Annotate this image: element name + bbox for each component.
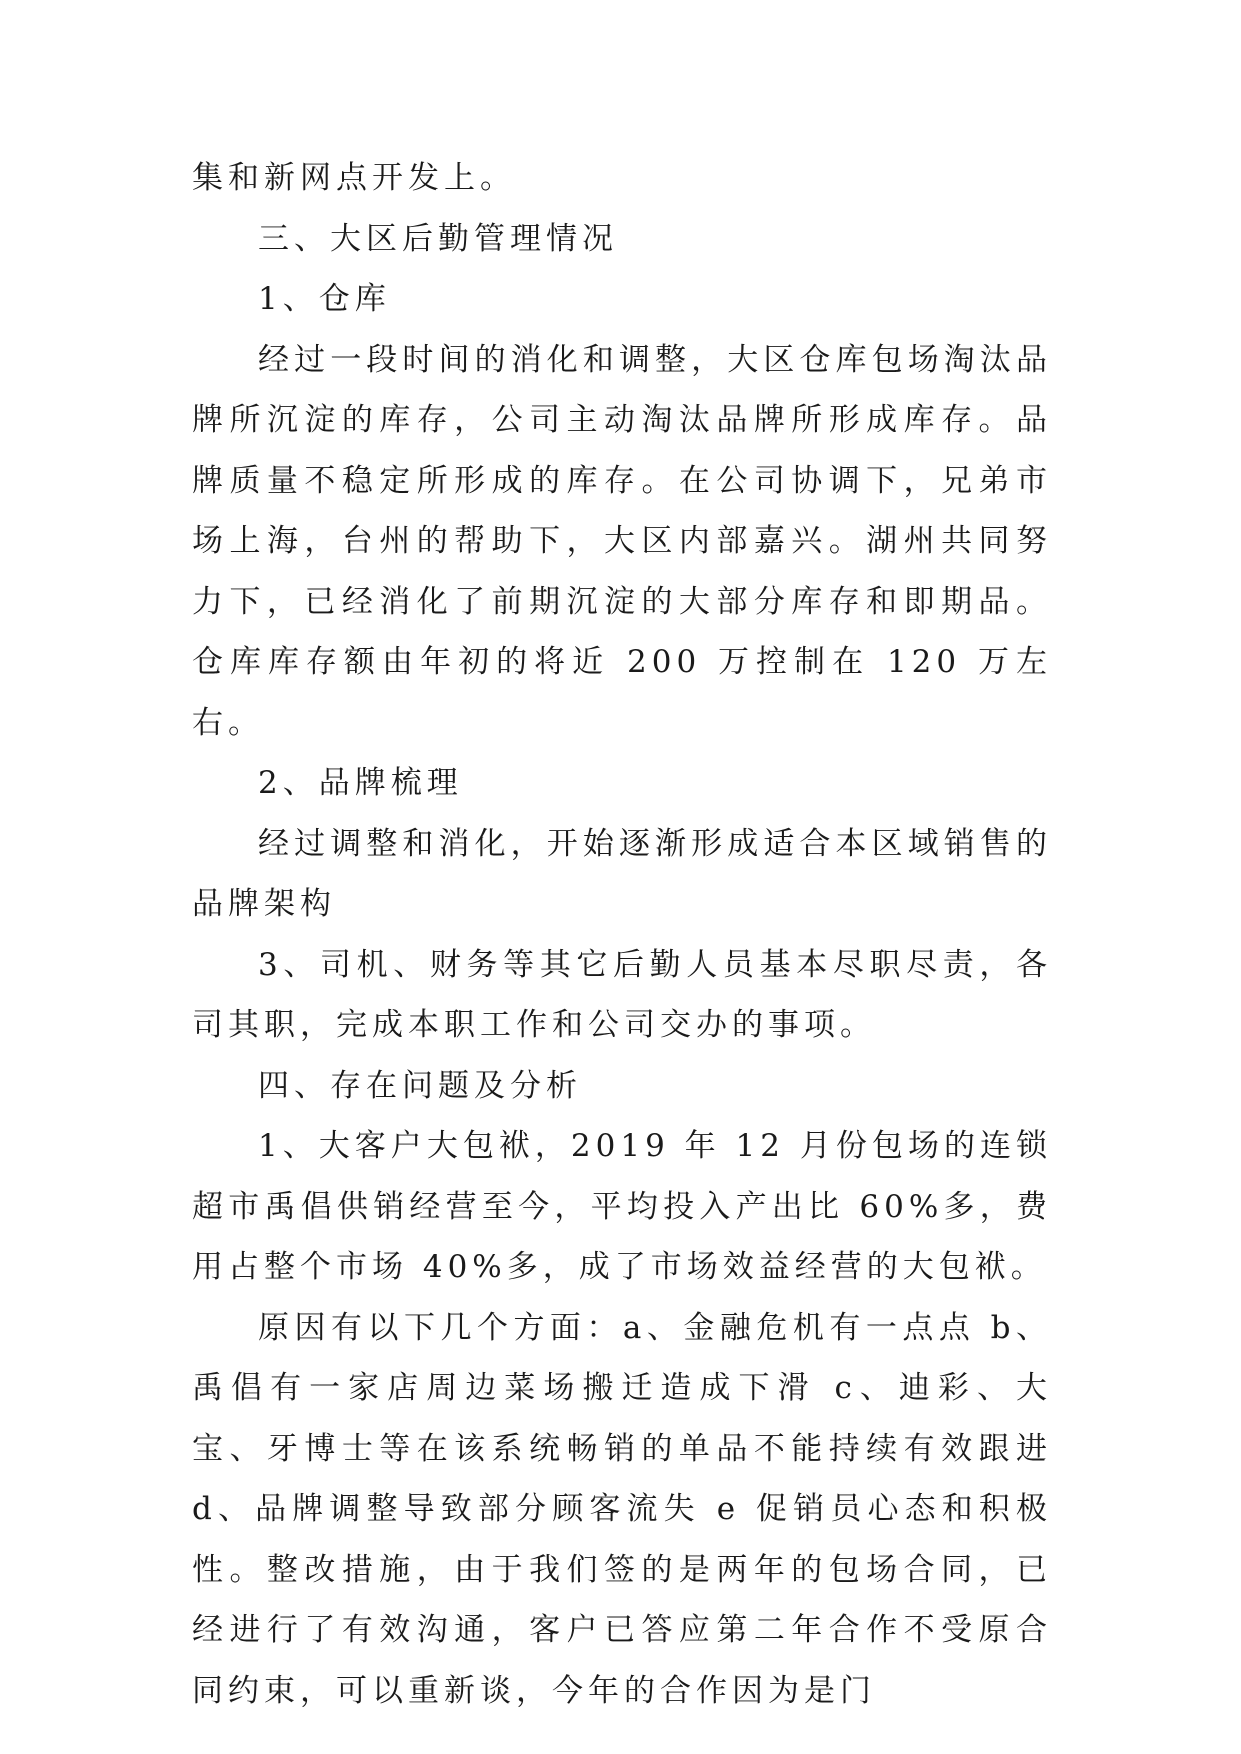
subsection-heading: 2、品牌梳理 — [258, 765, 463, 801]
document-body — [192, 148, 1052, 1721]
paragraph: 1、大客户大包袱，2019 年 12 月份包场的连锁超市禹倡供销经营至今，平均投入产出比 60%多，费用占整个市场 40%多，成了市场效益经营的大包袱。 — [192, 1128, 1052, 1285]
section-heading: 四、存在问题及分析 — [258, 1067, 582, 1104]
paragraph: 集和新网点开发上。 — [192, 160, 516, 196]
paragraph: 经过一段时间的消化和调整，大区仓库包场淘汰品牌所沉淀的库存，公司主动淘汰品牌所形成库存。品牌质量不稳定所形成的库存。在公司协调下，兄弟市场上海，台州的帮助下，大区内部嘉兴。湖州共同努力下，已经消化了前期沉淀的大部分库存和即期品。仓库库存额由年初的将近 200 万控制在 120 万左右。 — [192, 341, 1052, 741]
paragraph: 3、司机、财务等其它后勤人员基本尽职尽责，各司其职，完成本职工作和公司交办的事项。 — [192, 946, 1052, 1043]
section-heading: 三、大区后勤管理情况 — [258, 220, 618, 257]
paragraph: 原因有以下几个方面：a、金融危机有一点点 b、禹倡有一家店周边菜场搬迁造成下滑 c、迪彩、大宝、牙博士等在该系统畅销的单品不能持续有效跟进 d、品牌调整导致部分顾客流失 e 促销员心态和积极性。整改措施，由于我们签的是两年的包场合同，已经进行了有效沟通，客户已答应第二年合作不受原合同约束，可以重新谈，今年的合作因为是门 — [192, 1309, 1052, 1709]
subsection-heading: 1、仓库 — [258, 281, 391, 317]
paragraph: 经过调整和消化，开始逐渐形成适合本区域销售的品牌架构 — [192, 825, 1052, 922]
